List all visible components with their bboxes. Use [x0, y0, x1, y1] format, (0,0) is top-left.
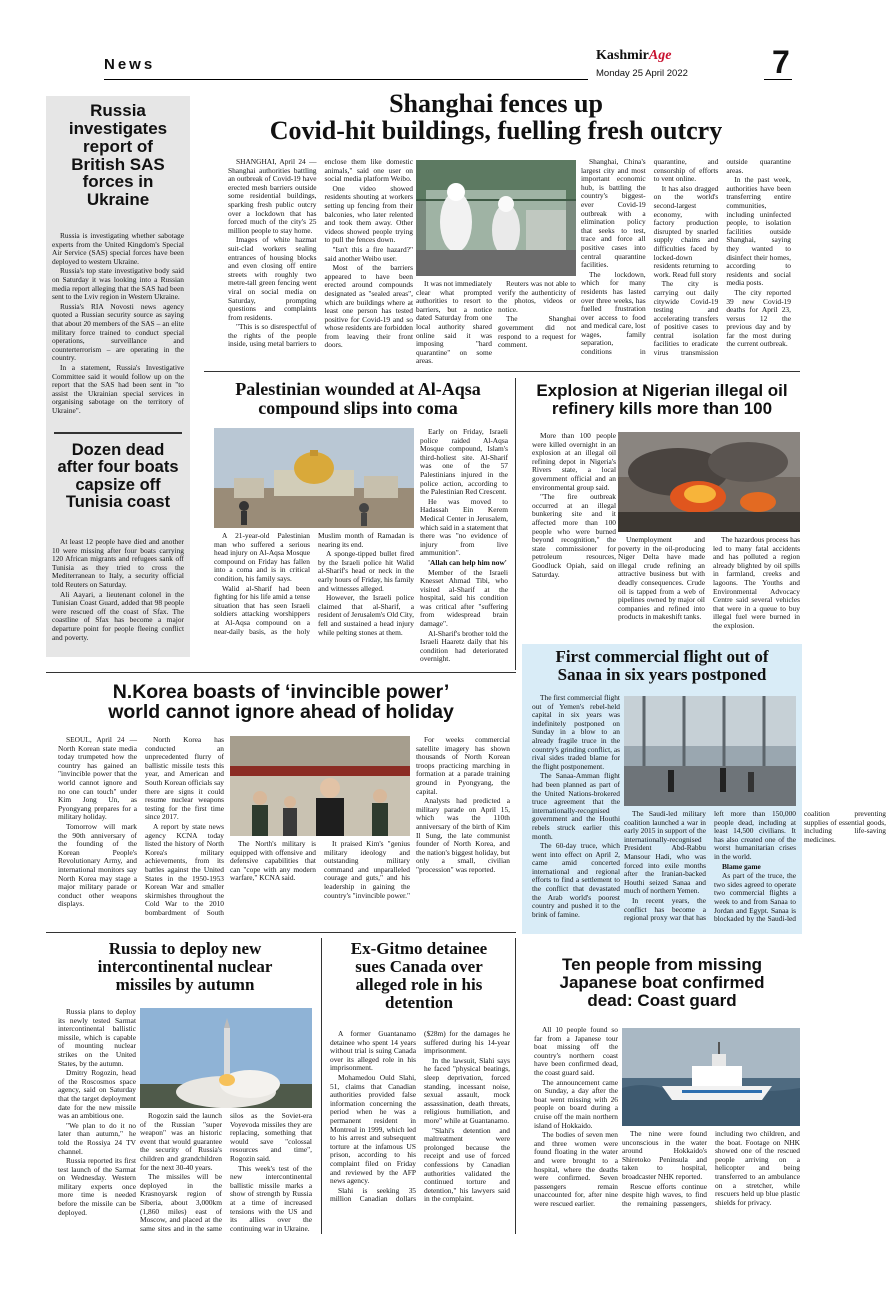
- section-label: News: [104, 56, 156, 73]
- headline-line: Explosion at Nigerian illegal oil: [536, 381, 788, 400]
- masthead-rule-right: [764, 79, 792, 80]
- column-rule: [515, 378, 516, 670]
- headline-line: dead: Coast guard: [587, 990, 737, 1010]
- paragraph: The Saudi-led military coalition launched a war in early 2015 in support of the internationally-recognised President Abd-Rabbu Mansour Hadi, who was forced into exile months after the Iranian-backed Houthi seized Sanaa and much of northern Yemen.: [624, 809, 706, 896]
- sanaa-body-right: [624, 809, 886, 930]
- paragraph: Russia reported its first test launch of the Sarmat on Wednesday. Western military experts once more time is needed before the missile can be deployed.: [58, 1156, 136, 1217]
- paragraph: "We plan to do it no later than autumn," he told the Rossiya 24 TV channel.: [58, 1120, 136, 1156]
- shanghai-headline: [196, 90, 796, 145]
- alaqsa-body-left: [214, 532, 414, 666]
- missiles-body-right: [140, 1112, 312, 1234]
- nigeria-photo: [618, 432, 800, 532]
- headline-line: N.Korea boasts of ‘invincible power’: [112, 681, 450, 703]
- paragraph: Russia is investigating whether sabotage experts from the United Kingdom's Special Air Service (SAS) special forces have been deployed to western Ukraine.: [52, 231, 184, 266]
- headline-line: compound slips into coma: [258, 397, 458, 418]
- tunisia-headline: Dozen dead after four boats capsize off Tunisia coast: [57, 441, 179, 511]
- paragraph: Walid al-Sharif had been fighting for his life amid a tense situation that has seen Israeli soldiers attacking worshippers at Al-Aqsa compound on a near-daily basis, as the holy Muslim month of Ramadan is nearing its end.: [214, 531, 414, 636]
- masthead: [0, 0, 848, 88]
- shanghai-photo: [416, 160, 576, 276]
- paragraph: Tomorrow will mark the 90th anniversary of the founding of the Korean People's Revolutionary Army, and international monitors say North Korea may stage a major military parade or conduct other weapons displays.: [58, 821, 137, 909]
- paragraph: Analysts had predicted a military parade on April 15, which was the 110th anniversary of the birth of Kim Il Sung, the late communist founder of North Korea, and the nation's biggest holiday, but only a small, civilian "procession" was reported.: [416, 796, 510, 874]
- paragraph: The missiles will be deployed in the Krasnoyarsk region of Siberia, about 3,000km (1,860 miles) east of Moscow, and placed at the same sites and in the same silos as the Soviet-era Voyevoda missiles they are replacing, something that would save "colossal resources and time", Rogozin said.: [140, 1111, 312, 1233]
- russia-sas-headline: Russia investigates report of British SAS forces in Ukraine: [68, 101, 168, 210]
- paragraph: The nine were found unconscious in the water around Hokkaido's Shiretoko Peninsula and taken to hospital, broadcaster NHK reported.: [622, 1129, 707, 1181]
- paragraph: In recent years, the conflict has become a regional proxy war that has left more than 150,000 people dead, including at least 14,500 civilians. It has also created one of the worst humanitarian crises in the world.: [624, 809, 796, 923]
- paragraph: At least 12 people have died and another 10 were missing after four boats carrying 120 African migrants and refugees sank off Tunisia as they tried to cross the Mediterranean to Italy, a security official told Reuters on Saturday.: [52, 537, 184, 589]
- column-rule: [321, 938, 322, 1234]
- nkorea-body-left: [58, 736, 224, 926]
- headline-line: Russia to deploy new: [108, 939, 262, 958]
- issue-date: Monday 25 April 2022: [596, 68, 688, 79]
- missiles-headline: [52, 940, 318, 994]
- alaqsa-photo: [214, 428, 414, 528]
- paragraph: SHANGHAI, April 24 — Shanghai authorities battling an outbreak of Covid-19 have erected mesh barriers outside some residential buildings, sparking fresh public outcry over a lockdown that has forced much of the city's 25 million people to stay home.: [228, 157, 317, 235]
- paragraph: One video showed residents shouting at workers setting up fencing from their balconies, who later relented and took them away. Other videos showed people trying to pull the fences down.: [324, 183, 413, 245]
- sanaa-headline: [526, 648, 798, 684]
- brand-name-accent: Age: [648, 48, 672, 63]
- paragraph: In the past week, authorities have been transferring entire communities, including uninfected people, to isolation facilities outside Shanghai, saying they wanted to disinfect their homes, according to residents and social media posts.: [726, 175, 791, 288]
- page-number: 7: [772, 44, 790, 80]
- missiles-photo: [140, 1008, 312, 1108]
- paragraph: However, the Israeli police claimed that al-Sharif, a resident of Jerusalem's Old City, fell and sustained a head injury while pelting stones at them.: [318, 593, 414, 637]
- paragraph: It has also dragged on the world's second-largest economy, with factory production disrupted by snarled supply chains and difficulties faced by locked-down residents returning to work. Read full story: [653, 183, 719, 279]
- nigeria-headline: [522, 382, 802, 418]
- sanaa-box: [522, 644, 886, 934]
- headline-line: First commercial flight out of: [555, 647, 769, 666]
- paragraph: Slahi is seeking 35 million Canadian dollars ($28m) for the damages he suffered during his 14-year imprisonment.: [330, 1029, 510, 1204]
- paragraph: A report by state news agency KCNA today listed the history of North Korea's military achievements, from its battles against the United States in the 1950-1953 Korean War and smaller skirmishes throughout the Cold War to the 2010 bombardment of South: [145, 821, 224, 917]
- headline-line: Ex-Gitmo detainee: [350, 939, 488, 958]
- paragraph: "Slahi's detention and maltreatment were prolonged because the receipt and use of forced confessions by Canadian authorities validated the continued torture and detention," his lawyers said in the complaint.: [424, 1125, 510, 1204]
- paragraph: As part of the truce, the two sides agreed to operate two commercial flights a week to and from Sanaa to Jordan and Egypt. Sanaa is blockaded by the Saudi-led coalition preventing supplies of essential goods, including life-saving medicines.: [714, 809, 886, 924]
- headline-line: Ten people from missing: [562, 955, 762, 974]
- headline-line: Palestinian wounded at Al-Aqsa: [235, 379, 481, 399]
- nkorea-photo: [230, 736, 410, 836]
- paragraph: Images of white hazmat suit-clad workers sealing entrances of housing blocks and even closing off entire streets with roughly two metre-tall green fencing went viral on social media on Saturday, prompting questions and complaints from residents.: [228, 235, 317, 322]
- paragraph: Shanghai, China's largest city and most important economic hub, is battling the country's biggest-ever Covid-19 outbreak with a elimination policy that seeks to test, trace and force all positive cases into central quarantine facilities.: [581, 157, 646, 270]
- paragraph: A 21-year-old Palestinian man who suffered a serious head injury on Al-Aqsa Mosque compound on Friday has fallen into a coma and is in critical condition, his family says.: [214, 531, 310, 583]
- paragraph: The Shanghai government did not respond to a request for comment.: [498, 314, 576, 350]
- paragraph: Mohamedou Ould Slahi, 51, claims that Canadian authorities provided false information concerning the period when he was a permanent resident in Montreal in 1999, which led to his arrest and subsequent torture at the infamous US prison, according to his complaint filed on Friday and reviewed by the AFP news agency.: [330, 1072, 416, 1186]
- gitmo-headline: [326, 940, 512, 1011]
- headline-line: Japanese boat confirmed: [559, 972, 765, 992]
- paragraph: The city is carrying out daily citywide Covid-19 testing and accelerating transfers of positive cases to central isolation facilities to eradicate virus transmission outside quarantine areas.: [653, 157, 791, 358]
- headline-line: refinery kills more than 100: [551, 398, 773, 418]
- paragraph: Russia's top state investigative body said on Saturday it was looking into a Russian media report alleging that the SAS had been sent to the Lviv region in Western Ukraine.: [52, 266, 184, 302]
- paragraph: The bodies of seven men and three women were found floating in the water and were brought to a hospital, where the deaths were confirmed. Seven passengers remain unaccounted for, after nine were rescued earlier.: [534, 1130, 618, 1208]
- gitmo-body: [330, 1030, 510, 1234]
- shanghai-body-left: [228, 158, 413, 366]
- paragraph: All 10 people found so far from a Japanese tour boat missing off the country's northern coast have been confirmed dead, the coast guard said.: [534, 1025, 618, 1077]
- japan-boat-body-right: [622, 1130, 800, 1234]
- paragraph: Russia's RIA Novosti news agency quoted a Russian security source as saying that about 20 members of the SAS – an elite military force trained to conduct special operations, surveillance and counterterrorism – are operating in the country.: [52, 301, 184, 363]
- section-rule: [46, 932, 516, 933]
- alaqsa-headline: [208, 380, 508, 418]
- headline-line: Sanaa in six years postponed: [557, 664, 767, 684]
- column-rule: [515, 938, 516, 1234]
- headline-line: alleged role in his: [355, 974, 483, 994]
- paragraph: He was moved to Hadassah Ein Kerem Medical Center in Jerusalem, which said in a statement that there was "no evidence of injury from live ammunition".: [420, 496, 508, 558]
- paragraph: Unemployment and poverty in the oil-producing Niger Delta have made illegal crude refining an attractive business but with deadly consequences. Crude oil is tapped from a web of pipelines owned by major oil companies and refined into products in makeshift tanks.: [618, 535, 705, 622]
- headline-line: Shanghai fences up: [389, 89, 603, 118]
- masthead-rule: [104, 79, 588, 80]
- paragraph: Early on Friday, Israeli police raided Al-Aqsa Mosque compound, Islam's third-holiest site. Al-Sharif was one of the 57 Palestinians injured in the police action, according to the Palestinian Red Crescent.: [420, 427, 508, 497]
- alaqsa-body-right: [420, 428, 508, 666]
- paragraph: For weeks commercial satellite imagery has shown thousands of North Korean troops practicing marching in formation at a parade training ground in Pyongyang, the capital.: [416, 735, 510, 796]
- brand-name: Kashmir: [596, 48, 649, 63]
- paragraph: This week's test of the new intercontinental ballistic missile marks a show of strength by Russia at a time of increased tensions with the US and its allies over the continuing war in Ukraine.: [230, 1163, 312, 1233]
- headline-line: world cannot ignore ahead of holiday: [108, 701, 454, 724]
- paragraph: Ali Aayari, a lieutenant colonel in the Tunisian Coast Guard, added that 98 people were rescued off the coast of Sfax. The coastline of Sfax has become a major departure point for people fleeing conflict and poverty.: [52, 589, 184, 642]
- sidebar-divider: [54, 432, 182, 434]
- shanghai-body-under-photo-2: [498, 280, 576, 366]
- russia-sas-body: [52, 232, 184, 432]
- paragraph: The announcement came on Sunday, a day after the boat went missing with 26 people on board during a cruise off the main northern island of Hokkaido.: [534, 1077, 618, 1130]
- paragraph: More than 100 people were killed overnight in an explosion at an illegal oil refining depot in Nigeria's Rivers state, a local government official and an environmental group said.: [532, 431, 616, 492]
- paragraph: Most of the barriers appeared to have been erected around compounds designated as "sealed areas", which are buildings where at least one person has tested positive for Covid-19 and so whose residents are forbidden from leaving their front doors.: [324, 263, 413, 350]
- japan-boat-headline: [522, 956, 802, 1010]
- missiles-body-left: [58, 1008, 136, 1234]
- paragraph: Dmitry Rogozin, head of the Roscosmos space agency, said on Saturday that the target deployment date for the new missile was an ambitious one.: [58, 1068, 136, 1121]
- paragraph: Rescue efforts continue despite high waves, to find the remaining passengers, including two children, and the boat. Footage on NHK showed one of the rescued people arriving on a helicopter and being transferred to an ambulance on a stretcher, while rescuers held up blue plastic shields for privacy.: [622, 1129, 800, 1208]
- brand-logo: [596, 48, 671, 64]
- nkorea-body-right: [416, 736, 510, 926]
- japan-boat-body-left: [534, 1026, 618, 1234]
- headline-line: missiles by autumn: [115, 974, 255, 994]
- headline-line: detention: [385, 992, 453, 1012]
- shanghai-body-under-photo: [416, 280, 492, 366]
- paragraph: "Isn't this a fire hazard?" said another Weibo user.: [324, 244, 413, 263]
- left-sidebar: [46, 96, 190, 657]
- paragraph: The lockdown, which for many residents has lasted over three weeks, has fuelled frustration over access to food and medical care, lost wages, family separation, conditions in quarantine, and censorship of efforts to vent online.: [581, 157, 719, 357]
- headline-line: sues Canada over: [355, 956, 483, 976]
- sanaa-photo: [624, 696, 796, 806]
- japan-boat-photo: [622, 1028, 800, 1126]
- section-rule: [204, 371, 800, 372]
- paragraph: "The fire outbreak occurred at an illegal bunkering site and it affected more than 100 people who were burned beyond recognition," the state commissioner for petroleum resources, Goodluck Opiah, said on Saturday.: [532, 492, 616, 579]
- paragraph: 'Allah can help him now': [428, 557, 507, 567]
- section-rule: [46, 672, 516, 673]
- paragraph: North Korea has conducted an unprecedented flurry of ballistic missile tests this year, and American and South Korean officials say there are signs it could resume nuclear weapons testing for the first time since 2017.: [145, 735, 224, 822]
- paragraph: Blame game: [722, 861, 761, 871]
- tunisia-body: [52, 538, 184, 652]
- paragraph: A sponge-tipped bullet fired by the Israeli police hit Walid al-Sharif's head or neck in the early hours of Friday, his family and witnesses alleged.: [318, 549, 414, 593]
- nkorea-body-mid: [230, 840, 410, 926]
- headline-line: intercontinental nuclear: [97, 956, 273, 976]
- nigeria-body-left: [532, 432, 616, 628]
- nkorea-headline: [50, 682, 512, 723]
- paragraph: "This is so disrespectful of the rights of the people inside, using metal barriers to enclose them like domestic animals," said one user on social media platform Weibo.: [228, 157, 413, 349]
- paragraph: A former Guantanamo detainee who spent 14 years without trial is suing Canada over its alleged role in his imprisonment.: [330, 1029, 416, 1073]
- paragraph: Al-Sharif's brother told the Israeli Haaretz daily that his condition had deteriorated overnight.: [420, 628, 508, 664]
- paragraph: Rogozin said the launch of the Russian "super weapon" was an historic event that would guarantee the security of Russia's children and grandchildren for the next 30-40 years.: [140, 1111, 222, 1172]
- paragraph: In a statement, Russia's Investigative Committee said it would follow up on the report that the SAS had been sent in "to assist the Ukrainian special services in organising sabotage on the territory of Ukraine".: [52, 362, 184, 415]
- paragraph: The first commercial flight out of Yemen's rebel-held capital in six years was indefinitely postponed on Sunday in a blow to an already fragile truce in the country's grinding conflict, as rival sides traded blame for the flight postponement.: [532, 693, 620, 771]
- sanaa-body-left: [532, 694, 620, 930]
- paragraph: It was not immediately clear what prompted authorities to resort to barriers, but a notice dated Saturday from one local authority shared online said it was imposing "hard quarantine" on some areas.: [416, 279, 492, 366]
- paragraph: The North's military is equipped with offensive and defensive capabilities that can "cope with any modern warfare," KCNA said.: [230, 839, 316, 883]
- paragraph: It praised Kim's "genius military ideology and outstanding military command and unparalleled courage and guts," and his leadership in gaining the country's "invincible power.": [324, 839, 410, 900]
- paragraph: SEOUL, April 24 — North Korean state media today trumpeted how the country has gained an "invincible power that the world cannot ignore and no one can touch" under Kim Jong Un, as Pyongyang prepares for a military holiday.: [58, 735, 137, 822]
- shanghai-body-right: [581, 158, 791, 366]
- paragraph: The hazardous process has led to many fatal accidents and has polluted a region already blighted by oil spills in farmland, creeks and lagoons. The Youths and Environmental Advocacy Centre said several vehicles that were in a queue to buy illegal fuel were burned in the explosion.: [713, 535, 801, 630]
- paragraph: The city reported 39 new Covid-19 deaths for April 23, versus 12 the previous day and by far the most during the current outbreak.: [726, 287, 791, 349]
- headline-line: Covid-hit buildings, fuelling fresh outcry: [269, 116, 723, 146]
- paragraph: Member of the Israeli Knesset Ahmad Tibi, who visited al-Sharif at the hospital, said his condition was critical after "suffering from widespread brain damage".: [420, 567, 508, 629]
- paragraph: In the lawsuit, Slahi says he faced "physical beatings, sleep deprivation, forced standing, incessant noise, sexual assault, mock assassination, death threats, religious humiliation, and more" while at Guantanamo.: [424, 1055, 510, 1125]
- paragraph: Russia plans to deploy its newly tested Sarmat intercontinental ballistic missile, which is capable of mounting nuclear strikes on the United States, by the autumn.: [58, 1007, 136, 1068]
- paragraph: Reuters was not able to verify the authenticity of the photos, videos or notice.: [498, 279, 576, 314]
- paragraph: The 60-day truce, which went into effect on April 2, came amid concerted international and regional efforts to find a settlement to the conflict that devastated the Arab world's poorest country and pushed it to the brink of famine.: [532, 841, 620, 919]
- paragraph: The Sanaa-Amman flight had been planned as part of the United Nations-brokered truce agreement that the internationally-recognised government and the Houthi rebels struck earlier this month.: [532, 771, 620, 841]
